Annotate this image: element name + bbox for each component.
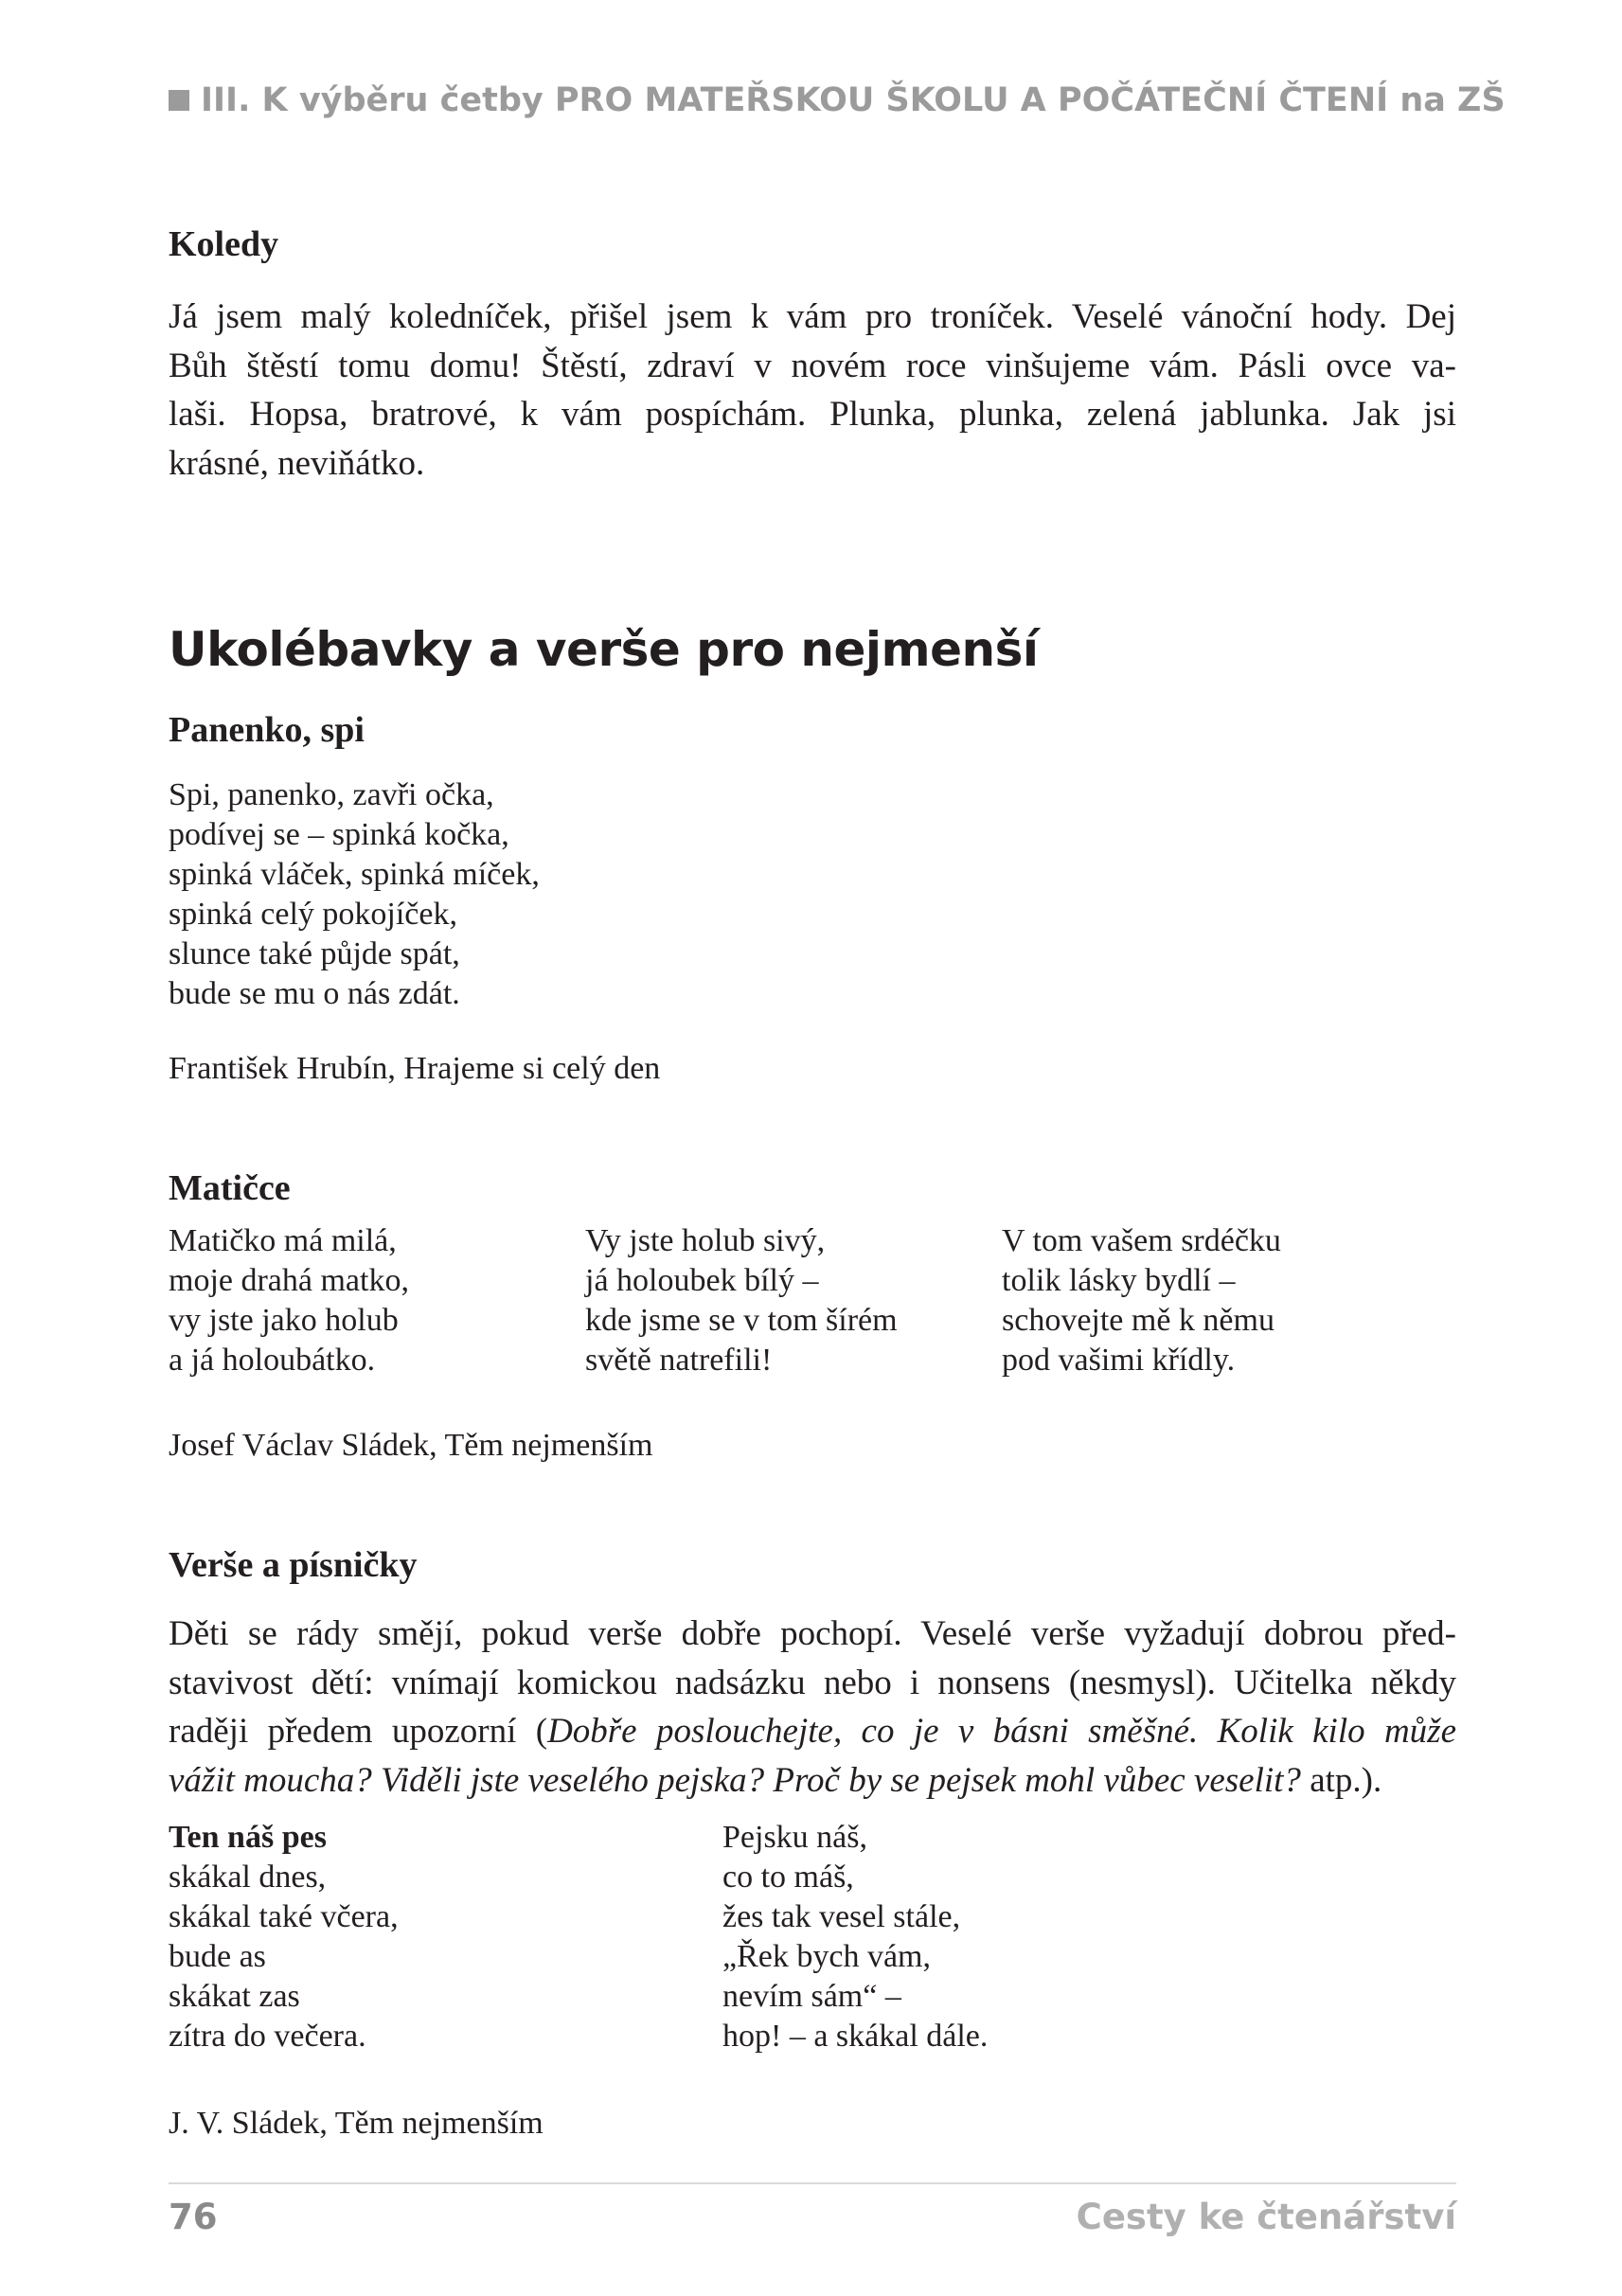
- poem-line: skákal také včera,: [169, 1899, 399, 1934]
- verse-text: atp.).: [1300, 1760, 1382, 1800]
- ten-nas-pes-citation: J. V. Sládek, Těm nejmenším: [169, 2106, 544, 2141]
- verse-italic-text: vážit moucha? Viděli jste veselého pejska? Proč by se pejsek mohl vůbec veselit?: [169, 1760, 1301, 1800]
- verse-text: raději předem upozorní (: [169, 1712, 548, 1751]
- verse-line: stavivost dětí: vnímají komickou nadsázku nebo i nonsens (nesmysl). Učitelka někdy: [169, 1663, 1456, 1702]
- poem-line: pod vašimi křídly.: [1002, 1343, 1236, 1378]
- poem-line: žes tak vesel stále,: [722, 1899, 961, 1934]
- maticce-stanza-2: [585, 1221, 898, 1380]
- poem-line: zítra do večera.: [169, 2019, 366, 2054]
- poem-line: skákat zas: [169, 1979, 300, 2014]
- poem-line: bude se mu o nás zdát.: [169, 976, 460, 1011]
- poem-line: slunce také půjde spát,: [169, 936, 460, 971]
- running-header-text: III. K výběru četby PRO MATEŘSKOU ŠKOLU A POČÁTEČNÍ ČTENÍ na ZŠ: [201, 81, 1506, 119]
- poem-line: bude as: [169, 1939, 266, 1974]
- running-header: [169, 81, 1506, 119]
- verse-line: Děti se rády smějí, pokud verše dobře pochopí. Veselé verše vyžadují dobrou před-: [169, 1614, 1456, 1653]
- maticce-stanza-1: [169, 1221, 409, 1380]
- poem-line: vy jste jako holub: [169, 1303, 399, 1338]
- panenko-citation: František Hrubín, Hrajeme si celý den: [169, 1051, 661, 1086]
- koledy-paragraph: [169, 293, 1456, 488]
- poem-line: světě natrefili!: [585, 1343, 773, 1378]
- page-number: 76: [169, 2197, 218, 2237]
- verse-heading: Verše a písničky: [169, 1545, 418, 1585]
- verse-line: [169, 1756, 1456, 1806]
- header-square-icon: [169, 90, 189, 111]
- verse-italic-text: Dobře poslouchejte, co je v básni směšné. Kolik kilo může: [547, 1712, 1456, 1751]
- verse-paragraph: [169, 1610, 1456, 1805]
- koledy-line: Bůh štěstí tomu domu! Štěstí, zdraví v novém roce vinšujeme vám. Pásli ovce va-: [169, 346, 1456, 385]
- poem-line: Pejsku náš,: [722, 1820, 867, 1855]
- koledy-line: Já jsem malý koledníček, přišel jsem k vám pro troníček. Veselé vánoční hody. Dej: [169, 297, 1456, 336]
- maticce-heading: Matičce: [169, 1168, 291, 1208]
- poem-line: Matičko má milá,: [169, 1223, 397, 1258]
- poem-line: hop! – a skákal dále.: [722, 2019, 989, 2054]
- footer-title: Cesty ke čtenářství: [1076, 2197, 1456, 2237]
- ten-nas-pes-right: [722, 1818, 988, 2056]
- maticce-citation: Josef Václav Sládek, Těm nejmenším: [169, 1428, 653, 1463]
- poem-line: Spi, panenko, zavři očka,: [169, 777, 494, 812]
- poem-line: spinká vláček, spinká míček,: [169, 857, 540, 892]
- poem-line: nevím sám“ –: [722, 1979, 901, 2014]
- maticce-stanza-3: [1002, 1221, 1281, 1380]
- poem-line: skákal dnes,: [169, 1860, 327, 1895]
- panenko-poem: [169, 775, 540, 1014]
- poem-title: Ten náš pes: [169, 1820, 327, 1855]
- poem-line: já holoubek bílý –: [585, 1263, 819, 1298]
- poem-line: co to máš,: [722, 1860, 854, 1895]
- poem-line: tolik lásky bydlí –: [1002, 1263, 1236, 1298]
- koledy-line: laši. Hopsa, bratrové, k vám pospíchám. Plunka, plunka, zelená jablunka. Jak jsi: [169, 395, 1456, 434]
- poem-line: „Řek bych vám,: [722, 1939, 931, 1974]
- poem-line: spinká celý pokojíček,: [169, 897, 457, 932]
- koledy-line: krásné, neviňátko.: [169, 443, 425, 483]
- section-title: Ukolébavky a verše pro nejmenší: [169, 622, 1039, 677]
- poem-line: a já holoubátko.: [169, 1343, 376, 1378]
- poem-line: schovejte mě k němu: [1002, 1303, 1274, 1338]
- ten-nas-pes-left: [169, 1818, 399, 2056]
- footer-divider: [169, 2182, 1456, 2184]
- koledy-heading: Koledy: [169, 224, 279, 264]
- panenko-heading: Panenko, spi: [169, 710, 365, 750]
- poem-line: podívej se – spinká kočka,: [169, 817, 509, 852]
- verse-line: [169, 1707, 1456, 1756]
- poem-line: Vy jste holub sivý,: [585, 1223, 826, 1258]
- poem-line: kde jsme se v tom šírém: [585, 1303, 898, 1338]
- poem-line: moje drahá matko,: [169, 1263, 409, 1298]
- poem-line: V tom vašem srdéčku: [1002, 1223, 1281, 1258]
